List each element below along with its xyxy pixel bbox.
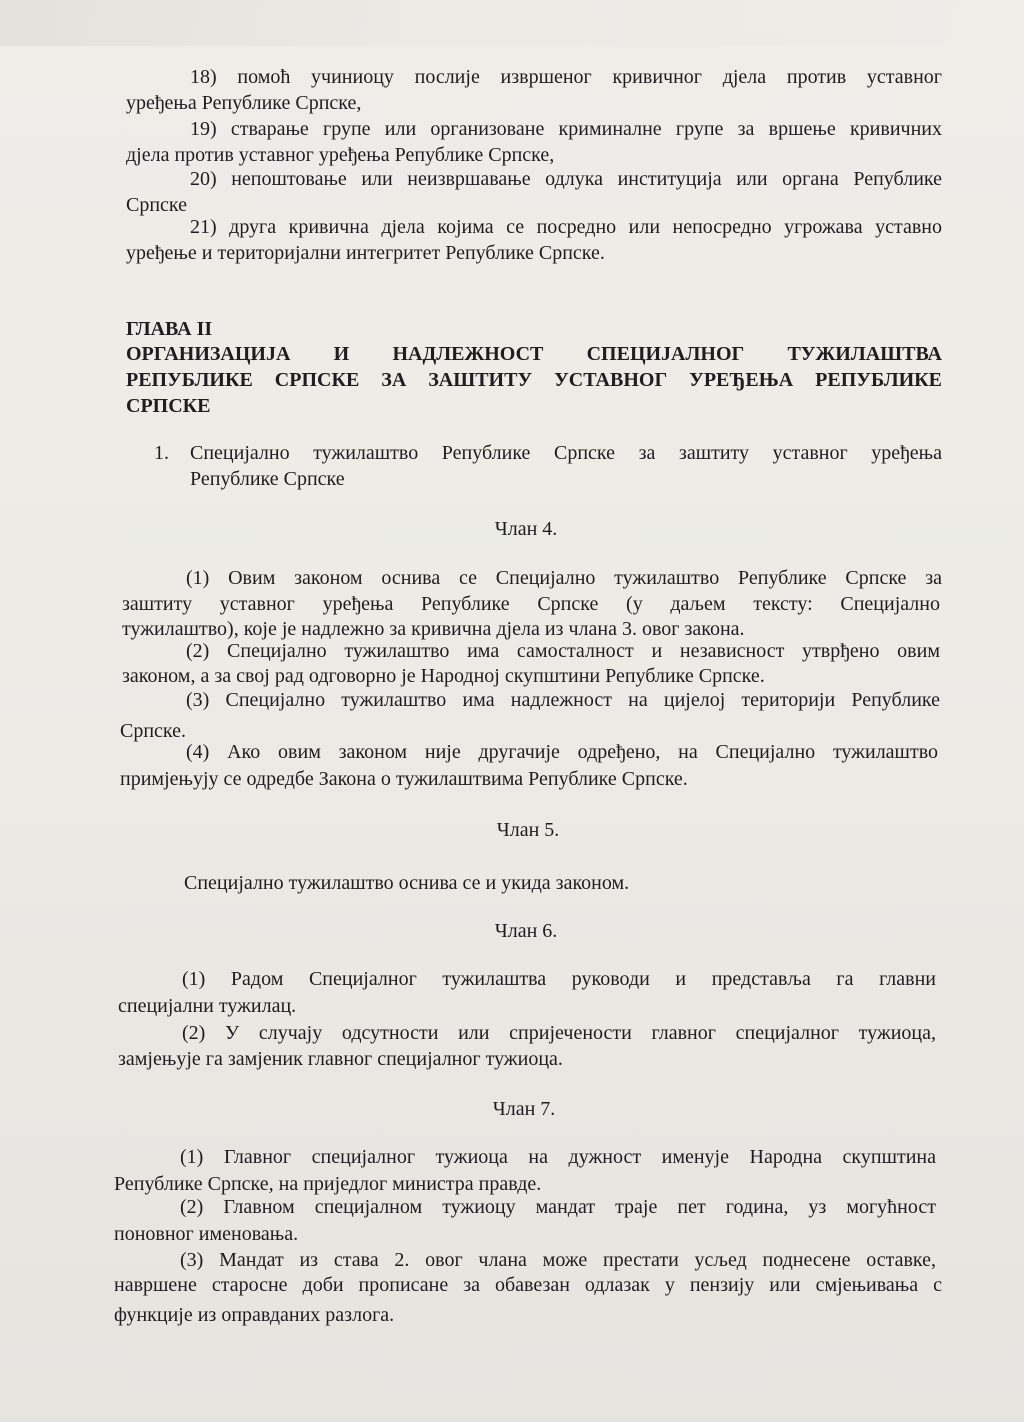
article-7-heading: Члан 7. (492, 1098, 556, 1120)
article-4-p4-line2: примјењују се одредбе Закона о тужилаштвима Републике Српске. (120, 768, 688, 790)
article-6-p2-line2: замјењује га замјеник главног специјалног тужиоца. (118, 1048, 563, 1070)
article-6-p1-line1: (1) Радом Специјалног тужилаштва руководи и представља га главни (182, 968, 936, 990)
article-4-p2-line2: законом, а за свој рад одговорно је Народној скупштини Републике Српске. (122, 665, 765, 687)
article-7-p1-line1: (1) Главног специјалног тужиоца на дужност именује Народна скупштина (180, 1146, 936, 1168)
list-item-21-line1: 21) друга кривична дјела којима се посредно или непосредно угрожава уставно (190, 216, 942, 238)
article-7-p3-line3: функције из оправданих разлога. (114, 1304, 395, 1326)
list-item-19-line1: 19) стварање групе или организоване криминалне групе за вршење кривичних (190, 118, 942, 140)
section-title-line1: Специјално тужилаштво Републике Српске за заштиту уставног уређења (190, 442, 942, 464)
chapter-label: ГЛАВА II (126, 318, 213, 340)
chapter-title-line2: РЕПУБЛИКЕ СРПСКЕ ЗА ЗАШТИТУ УСТАВНОГ УРЕЂЕЊА РЕПУБЛИКЕ (126, 369, 942, 391)
article-5-p1: Специјално тужилаштво оснива се и укида законом. (184, 872, 630, 894)
section-number: 1. (154, 442, 169, 464)
article-4-p1-line2: заштиту уставног уређења Републике Српске (у даљем тексту: Специјално (122, 593, 940, 615)
article-6-p2-line1: (2) У случају одсутности или спријечености главног специјалног тужиоца, (182, 1022, 936, 1044)
article-4-p2-line1: (2) Специјално тужилаштво има самосталност и независност утврђено овим (186, 640, 940, 662)
chapter-title-line1: ОРГАНИЗАЦИЈА И НАДЛЕЖНОСТ СПЕЦИЈАЛНОГ ТУЖИЛАШТВА (126, 343, 942, 365)
article-6-p1-line2: специјални тужилац. (118, 995, 297, 1017)
list-item-21-line2: уређење и територијални интегритет Републике Српске. (126, 242, 605, 264)
list-item-19-line2: дјела против уставног уређења Републике Српске, (126, 144, 555, 166)
section-title-line2: Републике Српске (190, 468, 345, 490)
article-4-p3-line1: (3) Специјално тужилаштво има надлежност на цијелој територији Републике (186, 689, 940, 711)
list-item-20-line2: Српске (126, 194, 188, 216)
article-4-p1-line3: тужилаштво), које је надлежно за кривична дјела из члана 3. овог закона. (122, 618, 745, 640)
article-6-heading: Члан 6. (494, 920, 558, 942)
list-item-18-line2: уређења Републике Српске, (126, 92, 362, 114)
article-7-p2-line1: (2) Главном специјалном тужиоцу мандат траје пет година, уз могућност (180, 1196, 936, 1218)
article-7-p2-line2: поновног именовања. (114, 1223, 299, 1245)
article-7-p1-line2: Републике Српске, на приједлог министра правде. (114, 1173, 542, 1195)
article-5-heading: Члан 5. (496, 819, 560, 841)
chapter-title-line3: СРПСКЕ (126, 395, 211, 417)
article-4-p1-line1: (1) Овим законом оснива се Специјално тужилаштво Републике Српске за (186, 567, 942, 589)
article-4-p3-line2: Српске. (120, 720, 187, 742)
list-item-18-line1: 18) помоћ учиниоцу послије извршеног кривичног дјела против уставног (190, 66, 942, 88)
article-7-p3-line2: навршене старосне доби прописане за обавезан одлазак у пензију или смјењивања с (114, 1274, 942, 1296)
article-7-p3-line1: (3) Мандат из става 2. овог члана може престати усљед поднесене оставке, (180, 1249, 936, 1271)
article-4-p4-line1: (4) Ако овим законом није другачије одређено, на Специјално тужилаштво (186, 741, 938, 763)
article-4-heading: Члан 4. (494, 518, 558, 540)
list-item-20-line1: 20) непоштовање или неизвршавање одлука институција или органа Републике (190, 168, 942, 190)
